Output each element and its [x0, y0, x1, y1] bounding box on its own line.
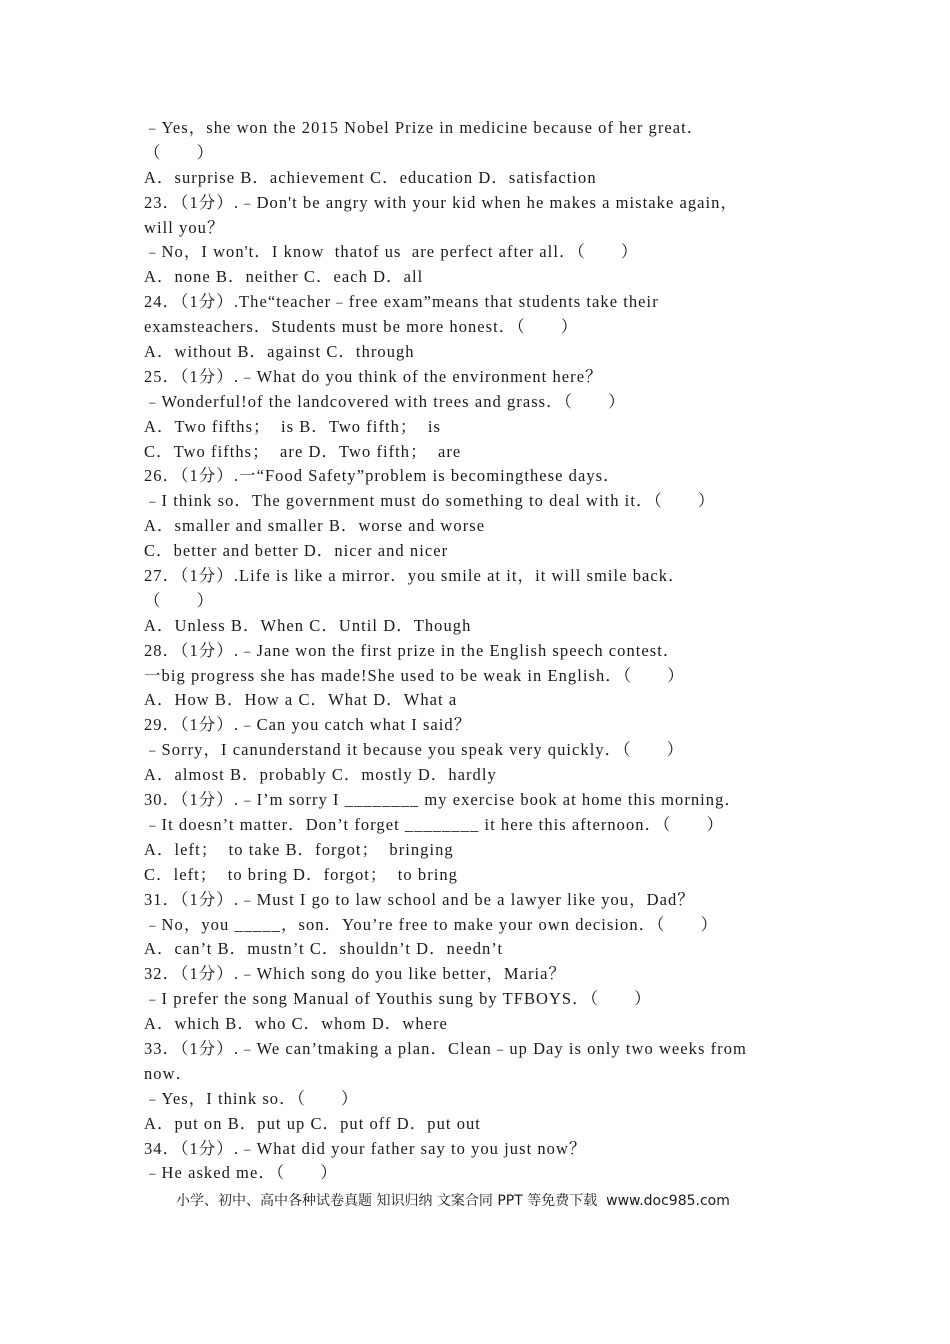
text-line: ﹣No，I won't．I know thatof us are perfect after all．（ ） [144, 242, 639, 262]
text-line: C．left； to bring D．forgot； to bring [144, 864, 458, 884]
text-line: A．Two fifths； is B．Two fifth； is [144, 416, 441, 436]
text-line: A．which B．who C．whom D．where [144, 1014, 448, 1034]
text-line: 31．（1分）.﹣Must I go to law school and be a lawyer like you，Dad？ [144, 889, 695, 909]
text-line: 33．（1分）.﹣We can’tmaking a plan．Clean﹣up Day is only two weeks from [144, 1038, 747, 1058]
text-line: 一big progress she has made!She used to be weak in English．（ ） [144, 665, 685, 685]
text-line: ﹣No，you _____，son．You’re free to make your own decision．（ ） [144, 914, 719, 934]
text-line: A．almost B．probably C．mostly D．hardly [144, 765, 497, 785]
exam-text-body [144, 116, 824, 1186]
text-line: A．put on B．put up C．put off D．put out [144, 1113, 481, 1133]
text-line: ﹣I think so．The government must do something to deal with it．（ ） [144, 491, 716, 511]
text-line: 25．（1分）.﹣What do you think of the environment here？ [144, 366, 603, 386]
text-line: 27．（1分）.Life is like a mirror．you smile at it，it will smile back． [144, 566, 686, 586]
text-line: ﹣Yes，I think so．（ ） [144, 1088, 359, 1108]
text-line: A．smaller and smaller B．worse and worse [144, 516, 486, 536]
text-line: 29．（1分）.﹣Can you catch what I said？ [144, 715, 472, 735]
text-line: now． [144, 1063, 194, 1083]
text-line: ﹣Yes，she won the 2015 Nobel Prize in medicine because of her great． [144, 118, 705, 137]
text-line: C．Two fifths； are D．Two fifth； are [144, 441, 462, 461]
text-line: 26．（1分）.一“Food Safety”problem is becomingthese days． [144, 466, 621, 486]
text-line: （ ） [144, 590, 215, 610]
text-line: A．without B．against C．through [144, 342, 415, 362]
text-line: ﹣I prefer the song Manual of Youthis sung by TFBOYS．（ ） [144, 989, 652, 1009]
text-line: 23．（1分）.﹣Don't be angry with your kid when he makes a mistake again， [144, 192, 739, 212]
text-line: ﹣Wonderful!of the landcovered with trees and grass．（ ） [144, 391, 626, 411]
text-line: A．none B．neither C．each D．all [144, 267, 424, 287]
text-line: A．Unless B．When C．Until D．Though [144, 615, 472, 635]
text-line: A．surprise B．achievement C．education D．satisfaction [144, 167, 597, 187]
text-line: ﹣It doesn’t matter．Don’t forget ________ it here this afternoon．（ ） [144, 814, 725, 834]
text-line: ﹣Sorry，I canunderstand it because you speak very quickly．（ ） [144, 740, 685, 760]
text-line: 24．（1分）.The“teacher﹣free exam”means that students take their [144, 292, 659, 312]
text-line: examsteachers．Students must be more honest．（ ） [144, 317, 579, 337]
page-footer: 小学、初中、高中各种试卷真题 知识归纳 文案合同 PPT 等免费下载 www.doc985.com [176, 1193, 730, 1209]
text-line: 30．（1分）.﹣I’m sorry I ________ my exercise book at home this morning． [144, 790, 742, 810]
text-line: ﹣He asked me．（ ） [144, 1163, 338, 1183]
text-line: 34．（1分）.﹣What did your father say to you just now？ [144, 1138, 587, 1158]
text-line: C．better and better D．nicer and nicer [144, 541, 449, 561]
text-line: （ ） [144, 142, 215, 162]
text-line: will you？ [144, 217, 225, 237]
text-line: A．left； to take B．forgot； bringing [144, 839, 454, 859]
text-line: A．can’t B．mustn’t C．shouldn’t D．needn’t [144, 939, 504, 959]
text-line: A．How B．How a C．What D．What a [144, 690, 458, 710]
text-line: 32．（1分）.﹣Which song do you like better，Maria？ [144, 964, 567, 984]
text-line: 28．（1分）.﹣Jane won the first prize in the English speech contest． [144, 640, 681, 660]
